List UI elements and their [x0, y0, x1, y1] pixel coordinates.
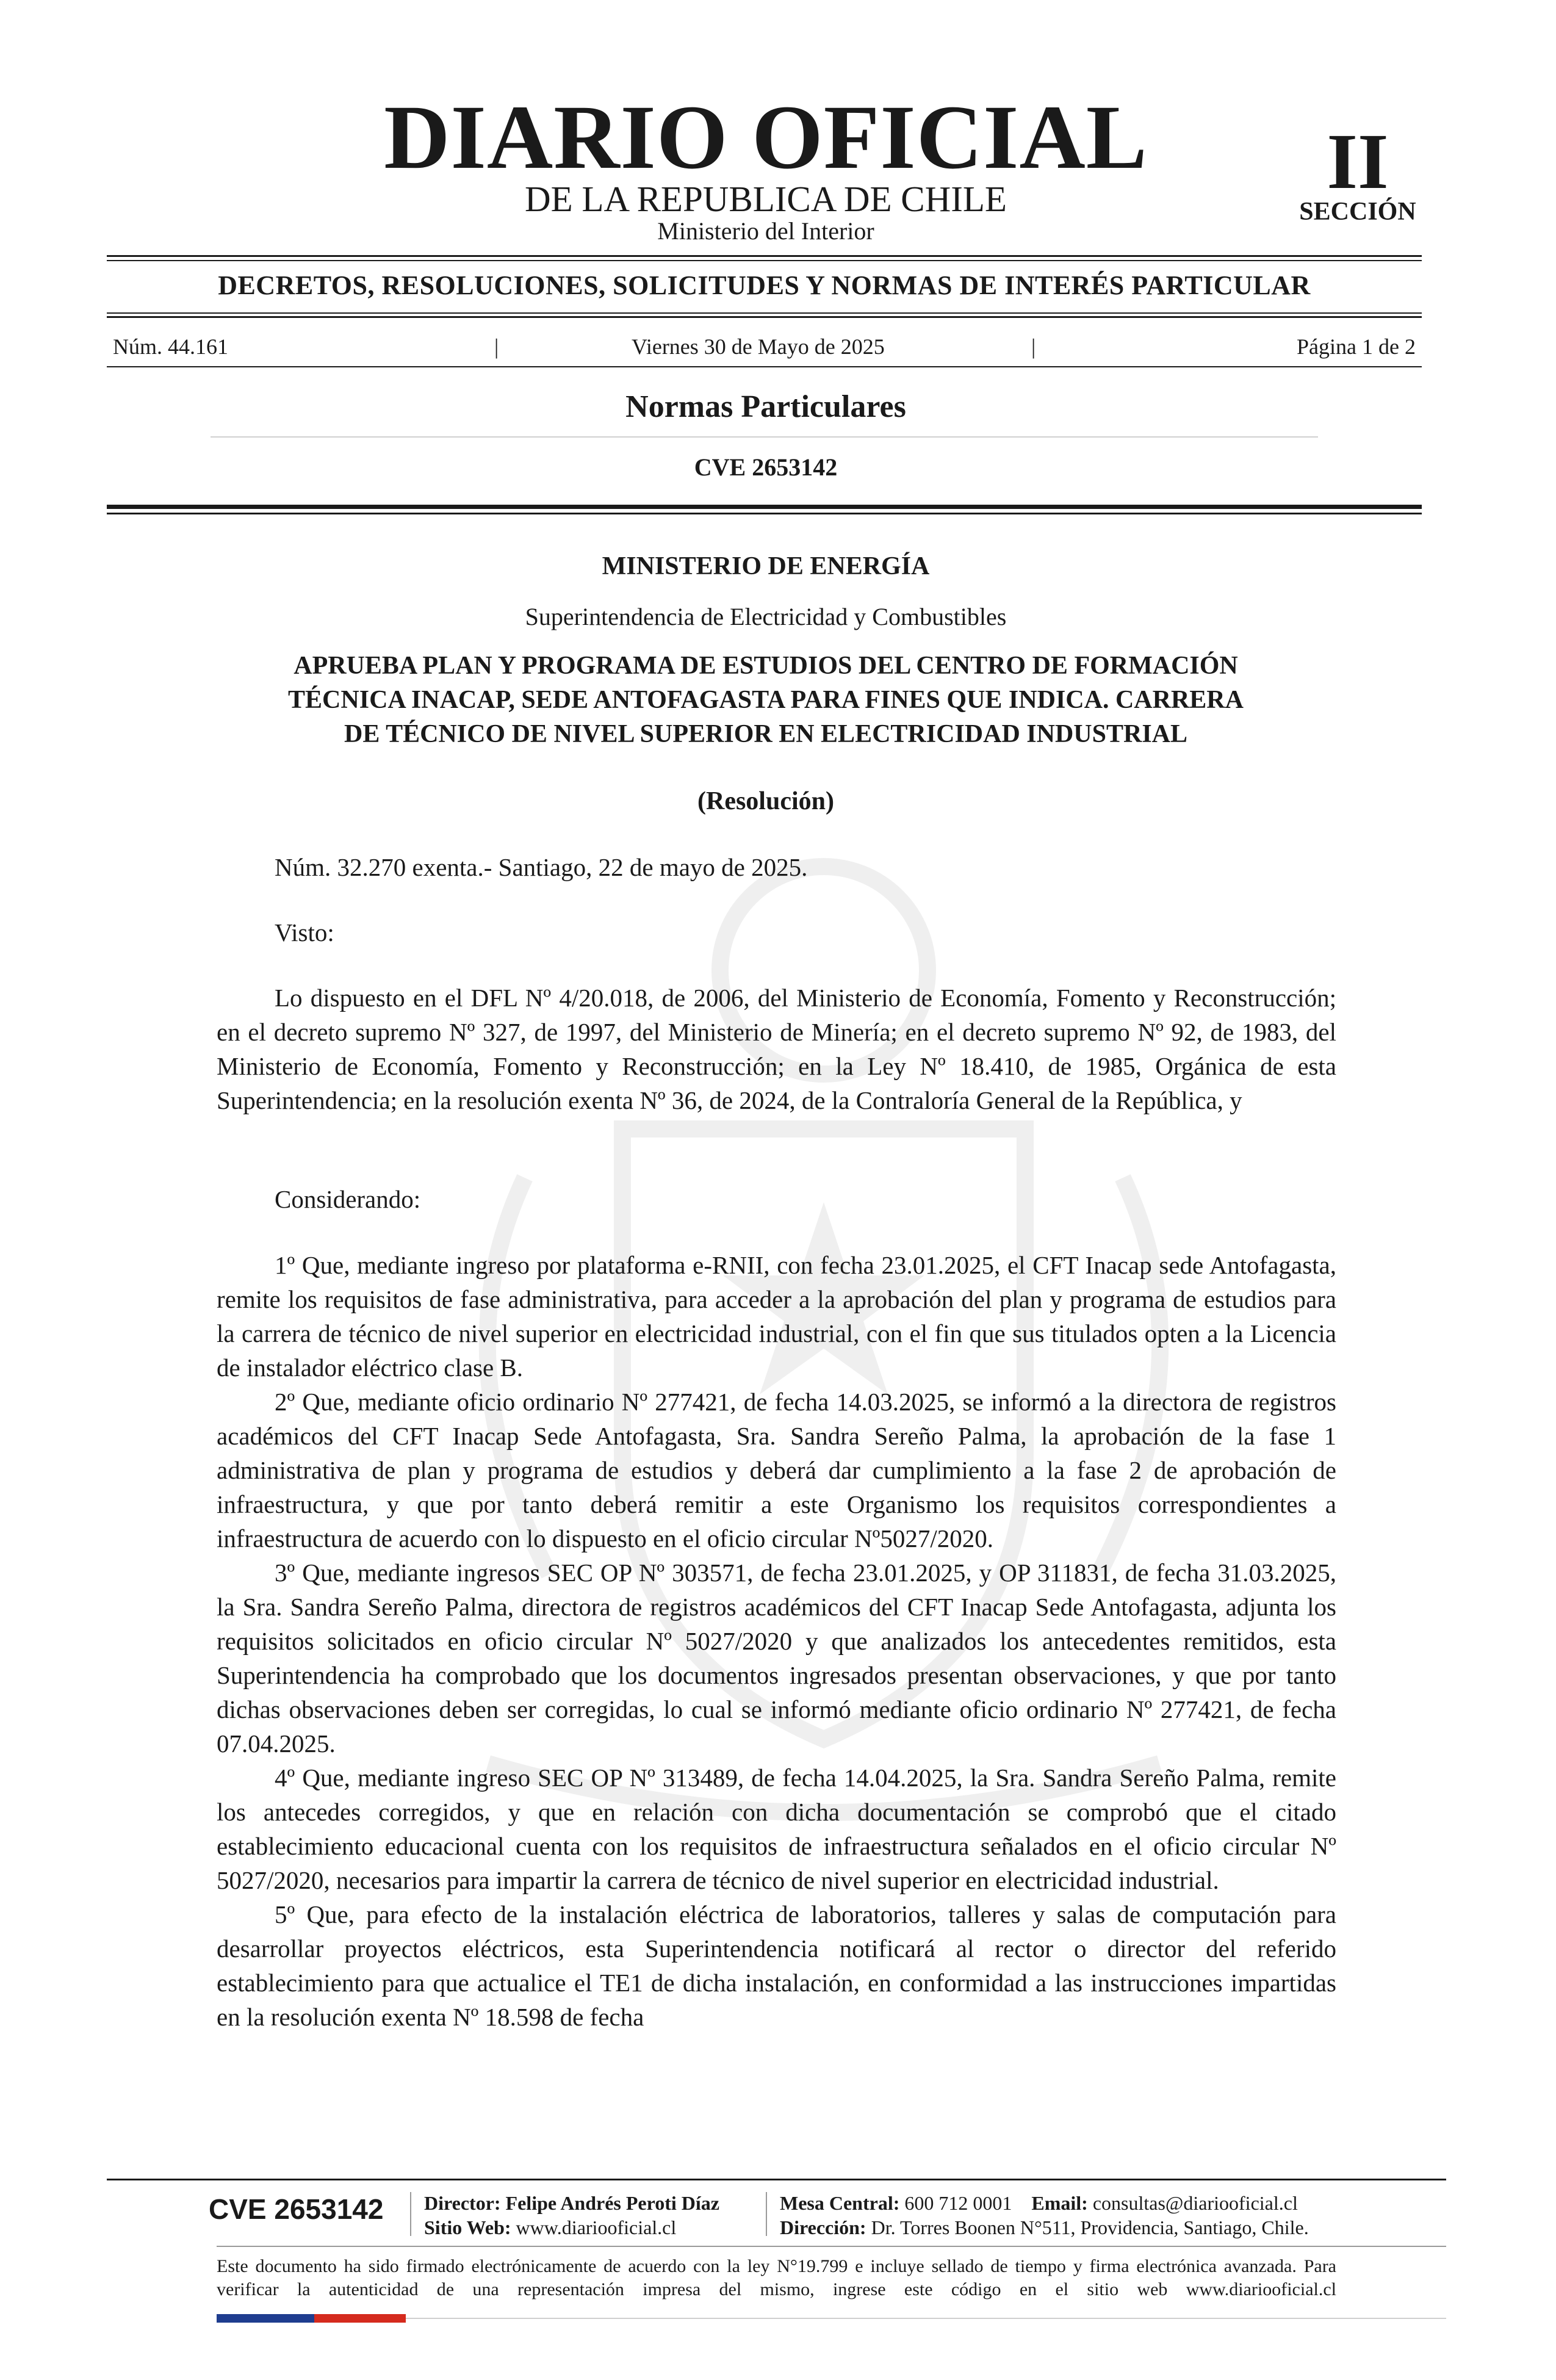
visto-label: Visto:: [275, 918, 334, 947]
resolution-title: [0, 649, 1532, 751]
visto-text: Lo dispuesto en el DFL Nº 4/20.018, de 2006, del Ministerio de Economía, Fomento y Reconstrucción; en el decreto supremo Nº 327, de 1997, del Ministerio de Minería; en el decreto supremo Nº 92, de 1983, del Ministerio de Economía, Fomento y Reconstrucción; en la Ley Nº 18.410, de 1985, Orgánica de esta Superintendencia; en la resolución exenta Nº 36, de 2024, de la Contraloría General de la República, y: [217, 984, 1336, 1114]
issue-date: Viernes 30 de Mayo de 2025: [632, 334, 885, 359]
address-label: Dirección:: [780, 2216, 866, 2238]
considerando-paragraph: 1º Que, mediante ingreso por plataforma e-RNII, con fecha 23.01.2025, el CFT Inacap sede Antofagasta, remite los requisitos de fase administrativa, para acceder a la aprobación del plan y programa de estudios para la carrera de técnico de nivel superior en electricidad industrial, con el fin que sus titulados opten a la Licencia de instalador eléctrico clase B.: [217, 1251, 1336, 1382]
considerando-paragraph: 2º Que, mediante oficio ordinario Nº 277421, de fecha 14.03.2025, se informó a la directora de registros académicos del CFT Inacap Sede Antofagasta, Sra. Sandra Sereño Palma, la aprobación de la fase 1 administrativa de plan y programa de estudios y deberá dar cumplimiento a la fase 2 de aprobación de infraestructura, y que por tanto deberá remitir a este Organismo los requisitos correspondientes a infraestructura de acuerdo con lo dispuesto en el oficio circular Nº5027/2020.: [217, 1388, 1336, 1552]
footer-director: [424, 2191, 719, 2215]
header-rule-top-1: [107, 255, 1422, 257]
section-mark: [1288, 118, 1428, 226]
email-label: Email:: [1031, 2192, 1088, 2214]
resolution-number: Núm. 32.270 exenta.- Santiago, 22 de mayo de 2025.: [275, 853, 808, 881]
section-banner: DECRETOS, RESOLUCIONES, SOLICITUDES Y NORMAS DE INTERÉS PARTICULAR: [218, 270, 1311, 300]
cve-rule-2: [107, 513, 1422, 514]
mesa-value: 600 712 0001: [904, 2192, 1012, 2214]
considerando-paragraph: 5º Que, para efecto de la instalación eléctrica de laboratorios, talleres y salas de computación para desarrollar proyectos eléctricos, esta Superintendencia notificará al rector o director del referido establecimiento para que actualice el TE1 de dicha instalación, en conformidad a las instrucciones impartidas en la resolución exenta Nº 18.598 de fecha: [217, 1900, 1336, 2031]
section-heading: Normas Particulares: [625, 389, 906, 424]
web-link[interactable]: www.diariooficial.cl: [516, 2216, 677, 2238]
considerando-paragraph: 4º Que, mediante ingreso SEC OP Nº 313489, de fecha 14.04.2025, la Sra. Sandra Sereño Palma, remite los antecedes corregidos, y que en relación con dicha documentación se comprobó que el citado establecimiento educacional cuenta con los requisitos de infraestructura señalados en el oficio circular Nº 5027/2020, necesarios para impartir la carrera de técnico de nivel superior en electricidad industrial.: [217, 1764, 1336, 1894]
footer-rule-thin: [217, 2246, 1446, 2247]
masthead-title: DIARIO OFICIAL: [384, 87, 1148, 188]
masthead-ministry: Ministerio del Interior: [657, 217, 874, 245]
footer-phone-email: [780, 2191, 1309, 2215]
web-label: Sitio Web:: [424, 2216, 511, 2238]
issue-rule: [107, 366, 1422, 367]
section-numeral: II: [1327, 118, 1389, 206]
footer-rule: [107, 2179, 1446, 2180]
resolution-title-line: DE TÉCNICO DE NIVEL SUPERIOR EN ELECTRICIDAD INDUSTRIAL: [344, 720, 1188, 748]
address-value: Dr. Torres Boonen N°511, Providencia, Santiago, Chile.: [871, 2216, 1309, 2238]
flag-bar-red: [314, 2314, 406, 2323]
director-value: Felipe Andrés Peroti Díaz: [505, 2192, 719, 2214]
considerando-paragraph: 3º Que, mediante ingresos SEC OP Nº 303571, de fecha 23.01.2025, y OP 311831, de fecha 31.03.2025, la Sra. Sandra Sereño Palma, directora de registros académicos del CFT Inacap Sede Antofagasta, adjunta los requisitos solicitados en oficio circular Nº 5027/2020 y que analizados los antecedentes remitidos, esta Superintendencia ha comprobado que los documentos ingresados presentan observaciones, y que por tanto dichas observaciones deben ser corregidas, lo cual se informó mediante oficio ordinario Nº 277421, de fecha 07.04.2025.: [217, 1559, 1336, 1758]
signature-note: Este documento ha sido firmado electrónicamente de acuerdo con la ley N°19.799 e incluye sellado de tiempo y firma electrónica avanzada. Para verificar la autenticidad de una representación impresa del mismo, ingrese este código en el sitio web www.diariooficial.cl: [217, 2256, 1336, 2299]
issue-number: Núm. 44.161: [113, 334, 228, 359]
header-rule-top-2: [107, 260, 1422, 261]
mesa-label: Mesa Central:: [780, 2192, 900, 2214]
section-label: SECCIÓN: [1299, 198, 1416, 226]
cve-heading: CVE 2653142: [694, 453, 838, 481]
issue-separator: |: [1031, 334, 1036, 359]
visto-paragraph: [217, 981, 1336, 1117]
footer-divider: [410, 2192, 411, 2236]
resolution-title-line: TÉCNICA INACAP, SEDE ANTOFAGASTA PARA FINES QUE INDICA. CARRERA: [288, 686, 1244, 714]
ministry-name: MINISTERIO DE ENERGÍA: [602, 552, 930, 580]
footer-address: [780, 2215, 1309, 2240]
footer-divider: [766, 2192, 767, 2236]
section-divider: [211, 436, 1318, 438]
footer-director-block: [424, 2191, 719, 2240]
page-indicator: Página 1 de 2: [1297, 334, 1416, 359]
considerandos: [217, 1248, 1336, 2034]
footer-cve: CVE 2653142: [209, 2193, 384, 2225]
header-rule-bottom-1: [107, 312, 1422, 314]
masthead-subtitle: DE LA REPUBLICA DE CHILE: [525, 179, 1007, 219]
email-link[interactable]: consultas@diariooficial.cl: [1092, 2192, 1298, 2214]
considerando-label: Considerando:: [275, 1185, 421, 1213]
header-rule-bottom-2: [107, 316, 1422, 318]
document-type: (Resolución): [697, 787, 834, 815]
masthead: [0, 87, 1556, 250]
issue-info-row: [113, 331, 1416, 362]
flag-bar-blue: [217, 2314, 314, 2323]
footer-rule-bottom: [406, 2318, 1446, 2319]
issue-separator: |: [494, 334, 499, 359]
agency-name: Superintendencia de Electricidad y Combustibles: [525, 603, 1007, 630]
director-label: Director:: [424, 2192, 501, 2214]
footer-website: [424, 2215, 719, 2240]
cve-rule-1: [107, 505, 1422, 509]
footer-contact-block: [780, 2191, 1309, 2240]
resolution-title-line: APRUEBA PLAN Y PROGRAMA DE ESTUDIOS DEL CENTRO DE FORMACIÓN: [294, 652, 1238, 680]
